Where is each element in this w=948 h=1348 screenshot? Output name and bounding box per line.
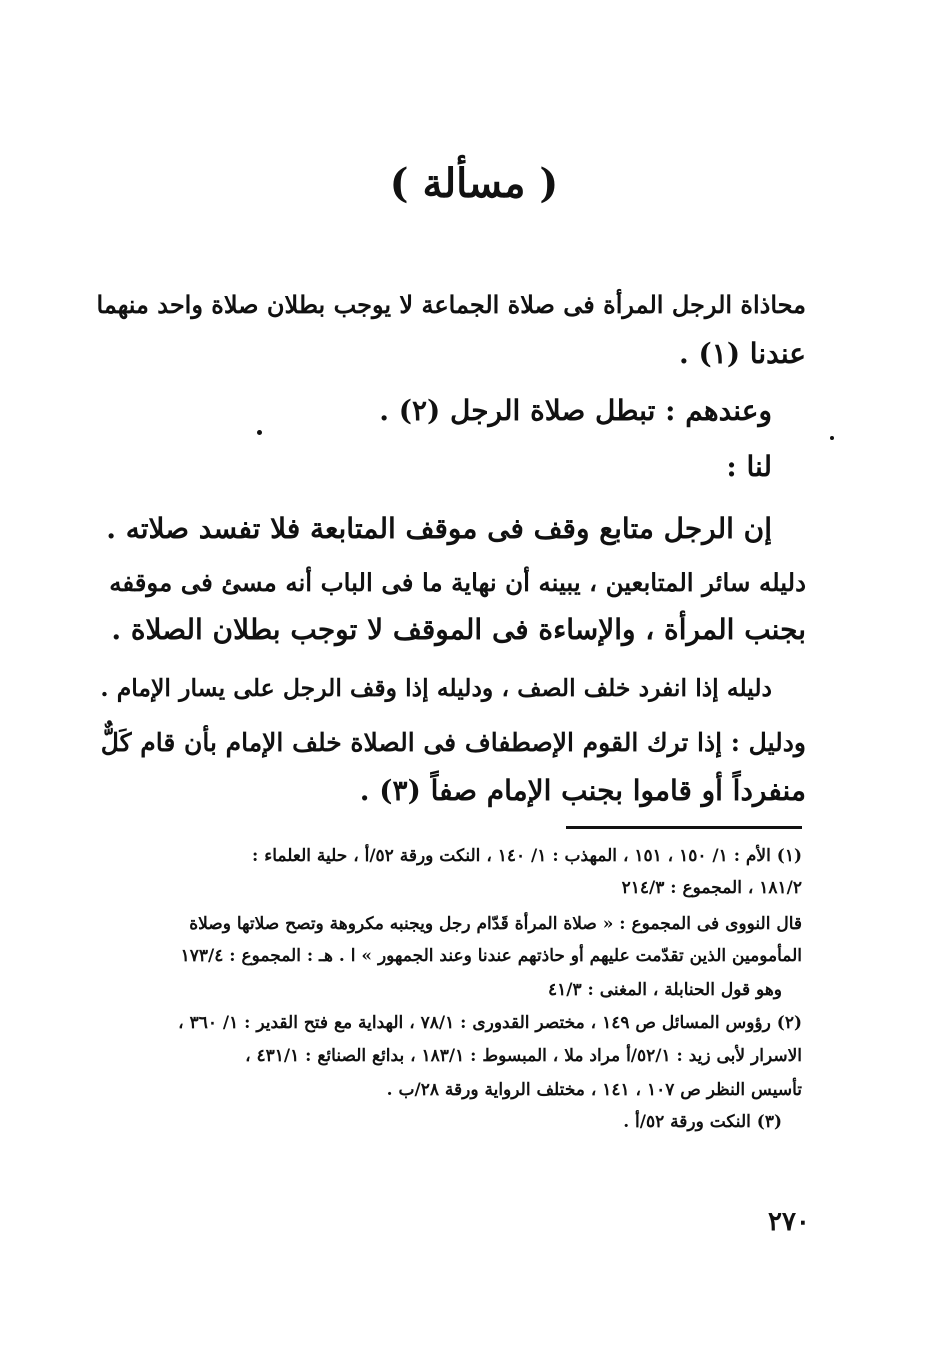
footnote-line-3: قال النووى فى المجموع : « صلاة المرأة قَدّام رجل ويجنبه مكروهة وتصح صلاتها وصلاة — [189, 914, 802, 934]
footnote-line-7: الاسرار لأبى زيد : ٥٢/١/أ مراد ملا ، المبسوط : ١٨٣/١ ، بدائع الصنائع : ٤٣١/١ ، — [245, 1046, 802, 1066]
footnote-line-9: (٣) النكت ورقة ٥٢/أ . — [623, 1112, 782, 1132]
body-line-1: محاذاة الرجل المرأة فى صلاة الجماعة لا يوجب بطلان صلاة واحد منهما — [96, 290, 806, 319]
footnote-separator — [566, 826, 802, 829]
footnote-line-2: ١٨١/٢ ، المجموع : ٢١٤/٣ — [621, 878, 802, 898]
body-line-4: لنا : — [726, 450, 772, 483]
footnote-line-4: المأمومين الذين تقدّمت عليهم أو حاذتهم عندنا وعند الجمهور » ا . هـ : المجموع : ١٧٣/٤ — [180, 946, 802, 966]
page-number: ٢٧٠ — [768, 1207, 810, 1237]
footnote-line-1: (١) الأم : ١/ ١٥٠ ، ١٥١ ، المهذب : ١/ ١٤٠ ، النكت ورقة ٥٢/أ ، حلية العلماء : — [252, 846, 802, 866]
body-line-2: عندنا (١) . — [679, 337, 806, 370]
footnote-line-5: وهو قول الحنابلة ، المغنى : ٤١/٣ — [548, 980, 782, 1000]
body-line-9: ودليل : إذا ترك القوم الإصطفاف فى الصلاة خلف الإمام بأن قام كَلٌّ — [100, 728, 806, 757]
body-line-5: إن الرجل متابع وقف فى موقف المتابعة فلا تفسد صلاته . — [106, 512, 772, 545]
body-line-7: بجنب المرأة ، والإساءة فى الموقف لا توجب بطلان الصلاة . — [111, 613, 806, 646]
body-line-3: وعندهم : تبطل صلاة الرجل (٢) . — [379, 394, 772, 427]
speck-mark — [830, 436, 834, 440]
footnote-line-6: (٢) رؤوس المسائل ص ١٤٩ ، مختصر القدورى : ٧٨/١ ، الهداية مع فتح القدير : ١/ ٣٦٠ ، — [178, 1013, 802, 1033]
page-title: ( مسألة ) — [389, 160, 559, 207]
footnote-line-8: تأسيس النظر ص ١٠٧ ، ١٤١ ، مختلف الرواية ورقة ٢٨/ب . — [386, 1080, 802, 1100]
body-line-6: دليله سائر المتابعين ، يبينه أن نهاية ما فى الباب أنه مسئ فى موقفه — [109, 568, 806, 597]
body-line-10: منفرداً أو قاموا بجنب الإمام صفاً (٣) . — [359, 774, 806, 807]
speck-mark — [257, 430, 262, 435]
body-line-8: دليله إذا انفرد خلف الصف ، ودليله إذا وقف الرجل على يسار الإمام . — [100, 674, 772, 702]
